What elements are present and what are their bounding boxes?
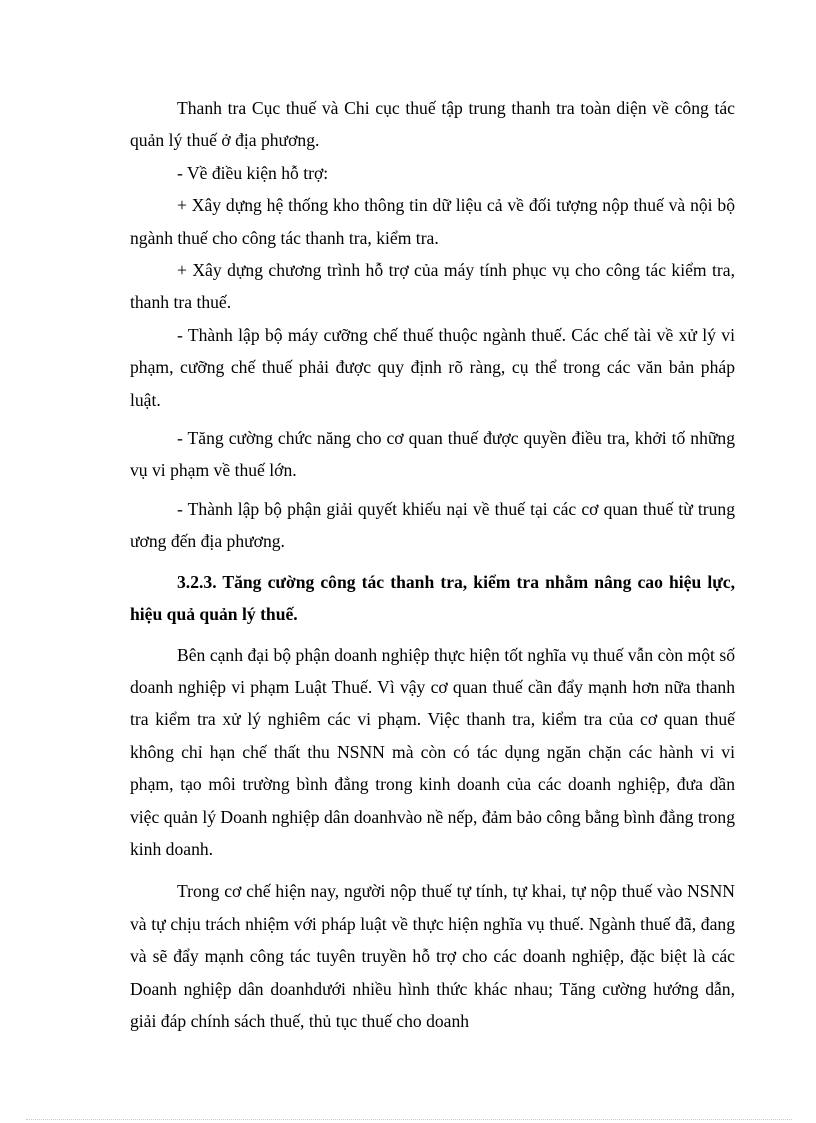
page-bottom-divider: [26, 1119, 792, 1120]
paragraph-data-warehouse: + Xây dựng hệ thống kho thông tin dữ liệu cả về đối tượng nộp thuế và nội bộ ngành thuế cho công tác thanh tra, kiểm tra.: [130, 195, 735, 248]
paragraph-inspection-scope: Thanh tra Cục thuế và Chi cục thuế tập trung thanh tra toàn diện về công tác quản lý thuế ở địa phương.: [130, 98, 735, 151]
paragraph-software-support: + Xây dựng chương trình hỗ trợ của máy tính phục vụ cho công tác kiểm tra, thanh tra thuế.: [130, 260, 735, 313]
paragraph-support-conditions: - Về điều kiện hỗ trợ:: [177, 162, 329, 183]
paragraph-complaints-unit: - Thành lập bộ phận giải quyết khiếu nại về thuế tại các cơ quan thuế từ trung ương đến địa phương.: [130, 498, 735, 552]
paragraph-enforcement-unit: - Thành lập bộ máy cưỡng chế thuế thuộc ngành thuế. Các chế tài về xử lý vi phạm, cưỡng chế thuế phải được quy định rõ ràng, cụ thể trong các văn bản pháp luật.: [130, 324, 735, 410]
paragraph-body-self-assessment: Trong cơ chế hiện nay, người nộp thuế tự tính, tự khai, tự nộp thuế vào NSNN và tự chịu trách nhiệm với pháp luật về thực hiện nghĩa vụ thuế. Ngành thuế đã, đang và sẽ đẩy mạnh công tác tuyên truyền hỗ trợ cho các doanh nghiệp, đặc biệt là các Doanh nghiệp dân doanhdưới nhiều hình thức khác nhau; Tăng cường hướng dẫn, giải đáp chính sách thuế, thủ tục thuế cho doanh: [130, 881, 735, 1031]
paragraph-body-inspection: Bên cạnh đại bộ phận doanh nghiệp thực hiện tốt nghĩa vụ thuế vẫn còn một số doanh nghiệp vi phạm Luật Thuế. Vì vậy cơ quan thuế cần đẩy mạnh hơn nữa thanh tra kiểm tra xử lý nghiêm các vi phạm. Việc thanh tra, kiểm tra của cơ quan thuế không chỉ hạn chế thất thu NSNN mà còn có tác dụng ngăn chặn các hành vi vi phạm, tạo môi trường bình đẳng trong kinh doanh của các doanh nghiệp, đưa dần việc quản lý Doanh nghiệp dân doanhvào nề nếp, đảm bảo công bằng bình đẳng trong kinh doanh.: [130, 644, 735, 859]
document-body: [130, 92, 735, 1037]
section-heading: 3.2.3. Tăng cường công tác thanh tra, kiểm tra nhằm nâng cao hiệu lực, hiệu quả quản lý thuế.: [130, 571, 735, 625]
paragraph-investigation-powers: - Tăng cường chức năng cho cơ quan thuế được quyền điều tra, khởi tố những vụ vi phạm về thuế lớn.: [130, 428, 735, 481]
